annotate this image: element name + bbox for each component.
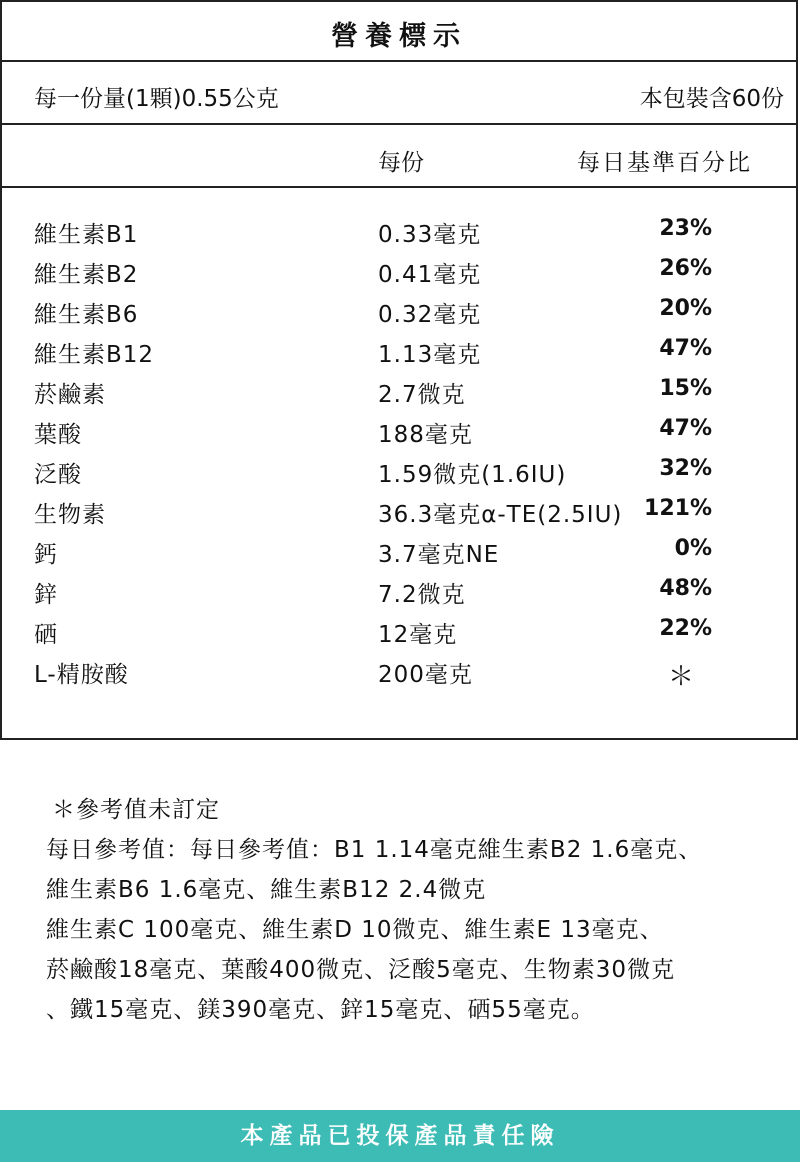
note-line: 維生素C 100毫克、維生素D 10微克、維生素E 13毫克、 xyxy=(46,917,664,943)
nutrient-amount: 200毫克 xyxy=(378,662,473,688)
nutrient-row xyxy=(2,612,796,652)
nutrient-name: L-精胺酸 xyxy=(34,662,129,688)
nutrient-row xyxy=(2,252,796,292)
note-line: 菸鹼酸18毫克、葉酸400微克、泛酸5毫克、生物素30微克 xyxy=(46,957,676,983)
nutrient-daily-value: 22% xyxy=(659,616,712,641)
nutrient-amount: 0.41毫克 xyxy=(378,262,482,288)
nutrient-daily-value: ＊ xyxy=(667,662,694,692)
nutrient-name: 鈣 xyxy=(34,542,58,568)
nutrient-name: 維生素B1 xyxy=(34,222,139,248)
nutrient-name: 菸鹼素 xyxy=(34,382,106,408)
nutrient-row xyxy=(2,372,796,412)
table-title: 營養標示 xyxy=(331,21,467,52)
insurance-banner: 本產品已投保產品責任險 xyxy=(0,1110,800,1162)
divider xyxy=(2,186,796,188)
nutrient-rows xyxy=(2,212,796,692)
nutrient-name: 鋅 xyxy=(34,582,58,608)
nutrient-daily-value: 121% xyxy=(644,496,712,521)
column-header-daily-value: 每日基準百分比 xyxy=(577,150,752,176)
nutrient-row xyxy=(2,492,796,532)
nutrient-amount: 7.2微克 xyxy=(378,582,466,608)
nutrient-daily-value: 48% xyxy=(659,576,712,601)
nutrient-daily-value: 20% xyxy=(659,296,712,321)
nutrient-amount: 36.3毫克α-TE(2.5IU) xyxy=(378,502,623,528)
nutrient-amount: 1.13毫克 xyxy=(378,342,482,368)
nutrient-amount: 188毫克 xyxy=(378,422,473,448)
nutrient-name: 泛酸 xyxy=(34,462,82,488)
nutrient-row xyxy=(2,572,796,612)
nutrient-name: 葉酸 xyxy=(34,422,82,448)
nutrient-row xyxy=(2,292,796,332)
nutrient-row xyxy=(2,452,796,492)
servings-per-package: 本包裝含60份 xyxy=(639,86,784,112)
serving-size: 每一份量(1顆)0.55公克 xyxy=(34,86,279,112)
nutrient-daily-value: 23% xyxy=(659,216,712,241)
column-header-per-serving: 每份 xyxy=(378,150,424,176)
nutrient-daily-value: 0% xyxy=(674,536,712,561)
note-line: 、鐵15毫克、鎂390毫克、鋅15毫克、硒55毫克。 xyxy=(46,997,595,1023)
note-line: ＊參考值未訂定 xyxy=(52,797,220,823)
nutrient-name: 維生素B6 xyxy=(34,302,139,328)
nutrient-name: 硒 xyxy=(34,622,58,648)
nutrient-amount: 12毫克 xyxy=(378,622,458,648)
nutrient-row xyxy=(2,212,796,252)
nutrient-daily-value: 47% xyxy=(659,336,712,361)
note-line: 維生素B6 1.6毫克、維生素B12 2.4微克 xyxy=(46,877,487,903)
nutrient-name: 生物素 xyxy=(34,502,106,528)
nutrient-row xyxy=(2,412,796,452)
reference-notes xyxy=(46,790,702,1030)
nutrient-amount: 0.33毫克 xyxy=(378,222,482,248)
divider xyxy=(2,60,796,62)
note-line: 每日參考值：每日參考值：B1 1.14毫克維生素B2 1.6毫克、 xyxy=(46,837,703,863)
nutrient-amount: 2.7微克 xyxy=(378,382,466,408)
nutrient-daily-value: 15% xyxy=(659,376,712,401)
nutrient-name: 維生素B2 xyxy=(34,262,139,288)
nutrient-amount: 1.59微克(1.6IU) xyxy=(378,462,567,488)
nutrient-daily-value: 47% xyxy=(659,416,712,441)
nutrient-daily-value: 32% xyxy=(659,456,712,481)
nutrient-row xyxy=(2,652,796,692)
nutrient-amount: 0.32毫克 xyxy=(378,302,482,328)
nutrient-amount: 3.7毫克NE xyxy=(378,542,500,568)
nutrient-row xyxy=(2,332,796,372)
nutrient-daily-value: 26% xyxy=(659,256,712,281)
nutrient-name: 維生素B12 xyxy=(34,342,155,368)
divider xyxy=(2,123,796,125)
nutrient-row xyxy=(2,532,796,572)
